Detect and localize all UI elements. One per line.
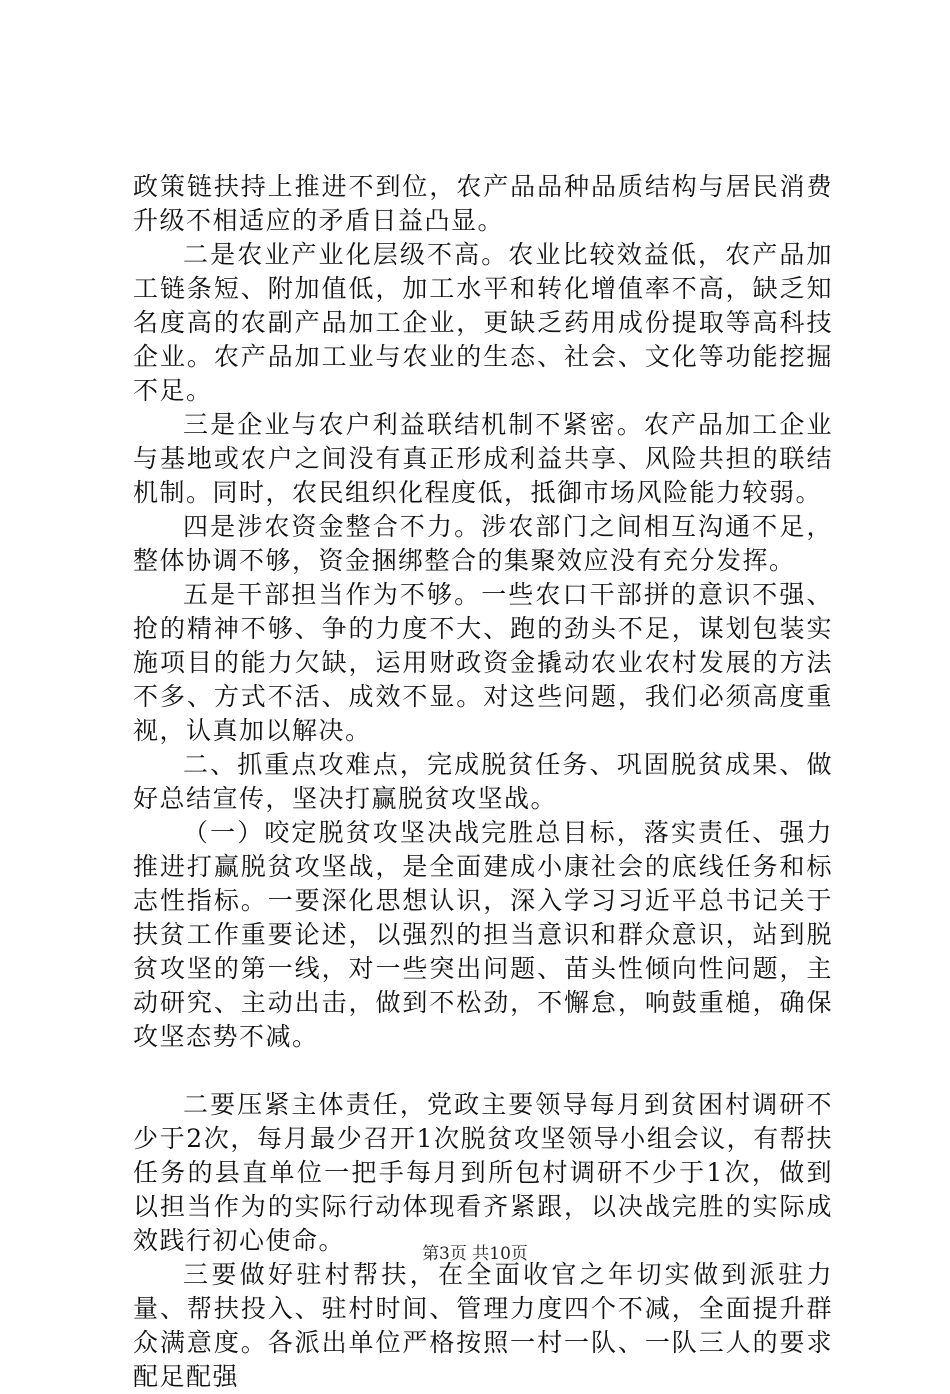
paragraph-item-four: 四是涉农资金整合不力。涉农部门之间相互沟通不足，整体协调不够，资金捆绑整合的集聚效应没有充分发挥。 [133, 512, 833, 575]
paragraph-subsection-one: （一）咬定脱贫攻坚决战完胜总目标，落实责任、强力推进打赢脱贫攻坚战，是全面建成小康社会的底线任务和标志性指标。一要深化思想认识，深入学习习近平总书记关于扶贫工作重要论述，以强烈的担当意识和群众意识，站到脱贫攻坚的第一线，对一些突出问题、苗头性倾向性问题，主动研究、主动出击，做到不松劲，不懈怠，响鼓重槌，确保攻坚态势不减。 [133, 818, 833, 1051]
section-heading-two: 二、抓重点攻难点，完成脱贫任务、巩固脱贫成果、做好总结宣传，坚决打赢脱贫攻坚战。 [133, 750, 833, 813]
paragraph-village-assistance: 三要做好驻村帮扶，在全面收官之年切实做到派驻力量、帮扶投入、驻村时间、管理力度四个不减，全面提升群众满意度。各派出单位严格按照一村一队、一队三人的要求配足配强 [133, 1260, 833, 1391]
paragraph-item-five: 五是干部担当作为不够。一些农口干部拼的意识不强、抢的精神不够、争的力度不大、跑的劲头不足，谋划包装实施项目的能力欠缺，运用财政资金撬动农业农村发展的方法不多、方式不活、成效不显。对这些问题，我们必须高度重视，认真加以解决。 [133, 580, 833, 745]
document-body [133, 170, 833, 1394]
paragraph-item-two: 二是农业产业化层级不高。农业比较效益低，农产品加工链条短、附加值低，加工水平和转化增值率不高，缺乏知名度高的农副产品加工企业，更缺乏药用成份提取等高科技企业。农产品加工业与农业的生态、社会、文化等功能挖掘不足。 [133, 240, 833, 405]
paragraph-responsibility: 二要压紧主体责任，党政主要领导每月到贫困村调研不少于2次，每月最少召开1次脱贫攻坚领导小组会议，有帮扶任务的县直单位一把手每月到所包村调研不少于1次，做到以担当作为的实际行动体现看齐紧跟，以决战完胜的实际成效践行初心使命。 [133, 1090, 833, 1255]
page-number-footer: 第3页 共10页 [422, 1244, 528, 1264]
paragraph-continued: 政策链扶持上推进不到位，农产品品种品质结构与居民消费升级不相适应的矛盾日益凸显。 [133, 172, 833, 235]
paragraph-item-three: 三是企业与农户利益联结机制不紧密。农产品加工企业与基地或农户之间没有真正形成利益共享、风险共担的联结机制。同时，农民组织化程度低，抵御市场风险能力较弱。 [133, 410, 833, 507]
